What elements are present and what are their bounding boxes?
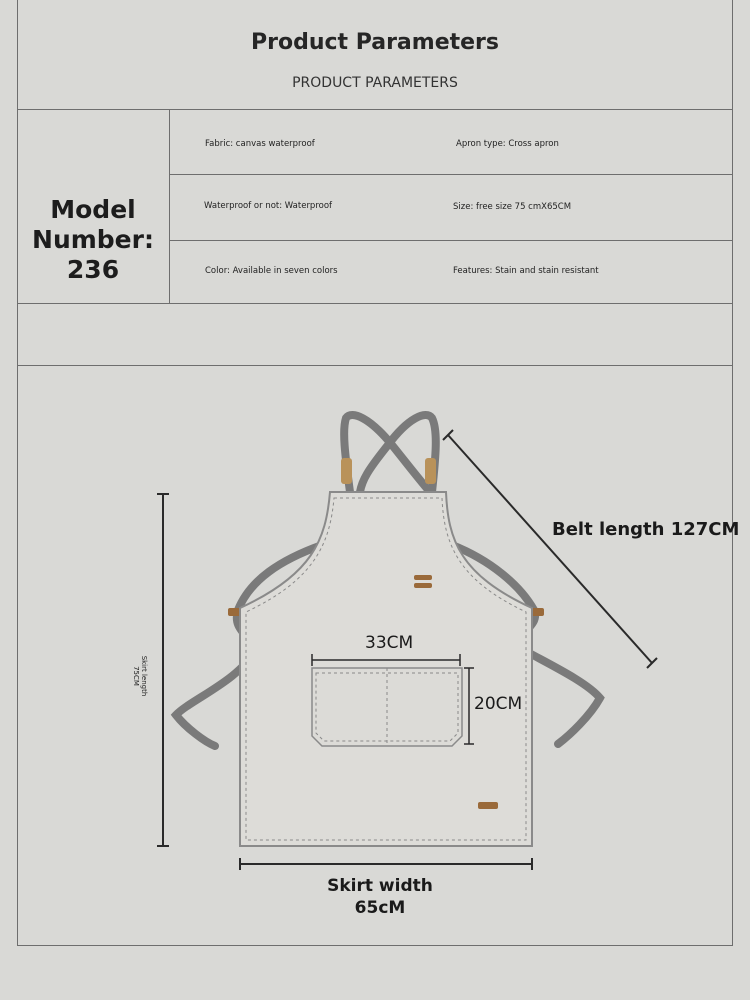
spec-features: Features: Stain and stain resistant [453, 266, 599, 276]
leather-tab [341, 458, 352, 484]
spec-size: Size: free size 75 cmX65CM [453, 202, 572, 212]
spec-fabric: Fabric: canvas waterproof [205, 139, 315, 149]
page-subtitle: PRODUCT PARAMETERS [292, 75, 458, 91]
shoulder-strap [344, 415, 430, 492]
logo-tag [478, 802, 498, 809]
belt-length-label: Belt length 127CM [552, 519, 740, 540]
skirt-width-line2: 65cM [354, 898, 406, 918]
pocket-height-label: 20CM [474, 694, 523, 714]
leather-tab [425, 458, 436, 484]
model-number-value: 236 [66, 255, 120, 284]
pocket-width-label: 33CM [365, 633, 414, 653]
spec-waterproof: Waterproof or not: Waterproof [204, 201, 333, 211]
page-title: Product Parameters [250, 30, 499, 55]
skirt-width-label [300, 875, 460, 919]
model-label-line2: Number: [32, 225, 154, 254]
skirt-length-label [132, 646, 148, 706]
leather-tab [414, 583, 432, 588]
spec-apron-type: Apron type: Cross apron [456, 139, 559, 149]
spec-color: Color: Available in seven colors [205, 266, 338, 276]
skirt-length-line2: 75CM [132, 666, 140, 686]
skirt-width-line1: Skirt width [327, 876, 433, 896]
leather-tab [414, 575, 432, 580]
model-label-line1: Model [50, 195, 136, 224]
skirt-length-line1: Skirt length [140, 655, 148, 697]
